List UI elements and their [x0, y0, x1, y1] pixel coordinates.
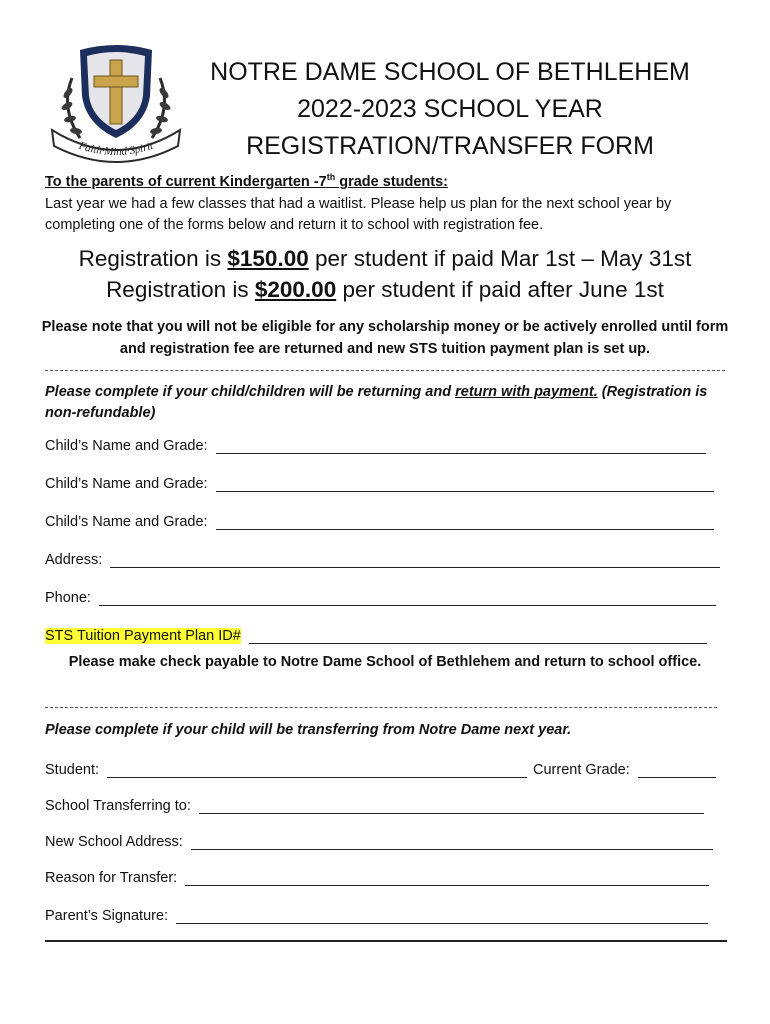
- transfer-instructions: Please complete if your child will be transferring from Notre Dame next year.: [45, 722, 572, 738]
- form-title: [185, 54, 715, 165]
- title-line-school: NOTRE DAME SCHOOL OF BETHLEHEM: [210, 58, 690, 86]
- address-field[interactable]: Address:: [45, 548, 720, 568]
- child-name-grade-field-2[interactable]: Child’s Name and Grade:: [45, 472, 714, 492]
- sts-plan-id-field[interactable]: STS Tuition Payment Plan ID#: [45, 624, 707, 644]
- reason-for-transfer-field[interactable]: Reason for Transfer:: [45, 866, 709, 886]
- new-school-address-field[interactable]: New School Address:: [45, 830, 713, 850]
- crest-motto: Faith·Mind·Spirit: [77, 139, 155, 159]
- scholarship-note: Please note that you will not be eligible for any scholarship money or be actively enrolled until form and registration fee are returned and new STS tuition payment plan is set up.: [41, 319, 729, 357]
- registration-fee-early: Registration is $150.00 per student if paid Mar 1st – May 31st: [78, 246, 692, 271]
- divider: [45, 370, 725, 371]
- divider: [45, 707, 717, 708]
- registration-fee-late: Registration is $200.00 per student if paid after June 1st: [106, 277, 664, 302]
- title-line-year: 2022-2023 SCHOOL YEAR: [297, 95, 603, 123]
- parent-signature-field[interactable]: Parent’s Signature:: [45, 904, 708, 924]
- phone-field[interactable]: Phone:: [45, 586, 716, 606]
- title-line-form: REGISTRATION/TRANSFER FORM: [246, 132, 654, 160]
- check-payable-note: Please make check payable to Notre Dame School of Bethlehem and return to school office.: [68, 654, 702, 670]
- intro-heading: To the parents of current Kindergarten -7th grade students:: [45, 172, 449, 190]
- child-name-grade-field-3[interactable]: Child’s Name and Grade:: [45, 510, 714, 530]
- child-name-grade-field-1[interactable]: Child’s Name and Grade:: [45, 434, 706, 454]
- bottom-rule: [45, 940, 727, 942]
- school-crest-logo: [46, 38, 186, 164]
- intro-body: Last year we had a few classes that had a waitlist. Please help us plan for the next school year by completing one of the forms below and return it to school with registration fee.: [45, 196, 672, 233]
- returning-instructions: Please complete if your child/children will be returning and return with payment. (Registration is non-refundable): [45, 384, 708, 421]
- student-field[interactable]: Student: Current Grade:: [45, 758, 716, 778]
- school-transferring-to-field[interactable]: School Transferring to:: [45, 794, 704, 814]
